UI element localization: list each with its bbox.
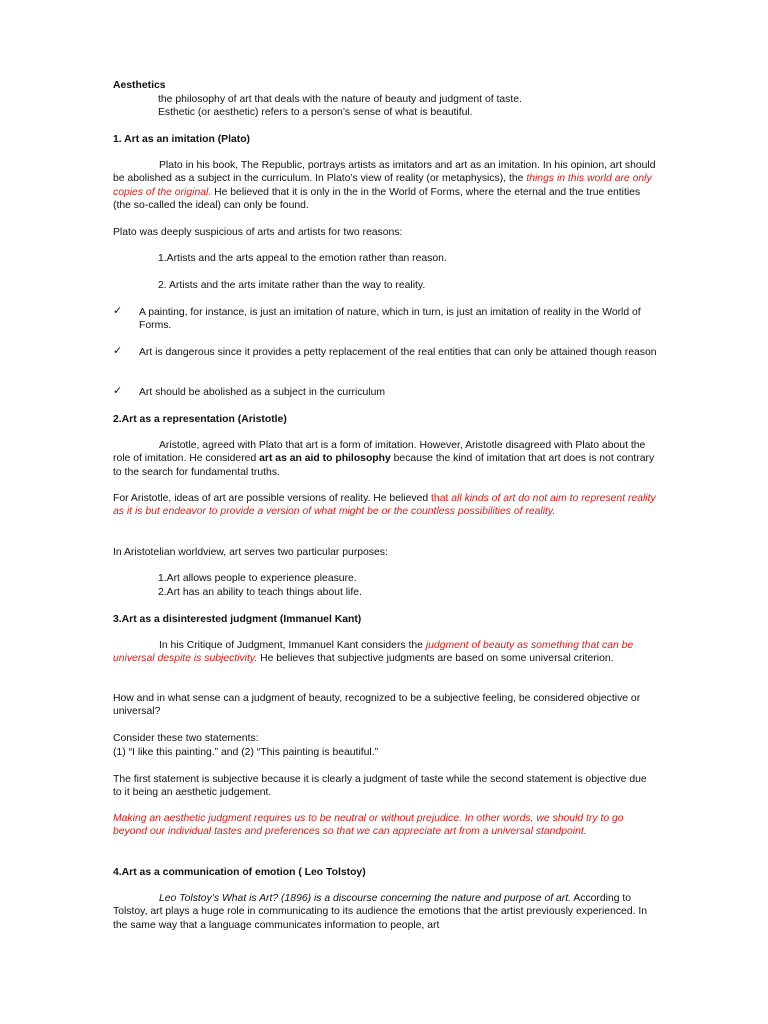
italic-phrase: Leo Tolstoy’s What is Art? (1896) is a discourse concerning the nature and purpose of art. [159,893,572,904]
section-3-statements-intro: Consider these two statements: [113,733,259,744]
bullet-3: Art should be abolished as a subject in the curriculum [139,387,386,398]
page-heading: Aesthetics [113,80,166,91]
section-3-paragraph-5: Making an aesthetic judgment requires us to be neutral or without prejudice. In other words, we should try to go beyond our individual tastes and preferences so that we can appreciate art from a universal standpoint. [113,813,624,838]
text-run: He believed that it is only in the in the World of Forms, where the eternal and the true entities (the so-called the ideal) can only be found. [113,186,641,212]
section-3-paragraph-1 [113,639,658,666]
section-4-paragraph-1 [113,892,658,932]
highlight-red: things in this world are only copies of the original. [113,173,652,198]
section-4-title: 4.Art as a communication of emotion ( Leo Tolstoy) [113,867,366,878]
text-run: According to Tolstoy, art plays a huge role in communicating to its audience the emotions that the artist previously experienced. In the same way that a language communicates information to people, art [113,893,648,931]
purpose-2: 2.Art has an ability to teach things about life. [158,587,362,598]
highlight-red: that [431,493,452,504]
intro-esthetic: Esthetic (or aesthetic) refers to a person’s sense of what is beautiful. [158,107,473,118]
text-run: In his Critique of Judgment, Immanuel Kant considers the [159,640,426,651]
text-run: Plato in his book, The Republic, portrays artists as imitators and art as an imitation. In his opinion, art should be abolished as a subject in the curriculum. In Plato’s view of reality (or metaphysics), the [113,160,656,185]
text-run: For Aristotle, ideas of art are possible versions of reality. He believed [113,493,432,504]
section-2-paragraph-2 [113,492,658,519]
section-3-statements: (1) “I like this painting.” and (2) “This painting is beautiful.” [113,747,379,758]
intro-definition: the philosophy of art that deals with the nature of beauty and judgment of taste. [158,94,522,105]
section-2-title: 2.Art as a representation (Aristotle) [113,414,287,425]
text-run: because the kind of imitation that art does is not contrary to the search for fundamental truths. [113,453,655,478]
section-1-paragraph-1 [113,159,658,213]
bold-phrase: art as an aid to philosophy [259,453,391,465]
section-1-title: 1. Art as an imitation (Plato) [113,134,251,145]
section-3-paragraph-4: The first statement is subjective because it is clearly a judgment of taste while the second statement is objective due to it being an aesthetic judgement. [113,774,647,799]
section-2-paragraph-3: In Aristotelian worldview, art serves two particular purposes: [113,547,388,558]
bullet-1: A painting, for instance, is just an imitation of nature, which in turn, is just an imitation of reality in the World of Forms. [139,307,641,332]
section-2-paragraph-1 [113,439,658,479]
section-3-paragraph-2: How and in what sense can a judgment of beauty, recognized to be a subjective feeling, be considered objective or universal? [113,693,641,718]
reason-1: 1.Artists and the arts appeal to the emotion rather than reason. [158,253,447,264]
highlight-red: judgment of beauty as something that can be universal despite is subjectivity. [113,640,634,665]
text-run: Aristotle, agreed with Plato that art is a form of imitation. However, Aristotle disagreed with Plato about the role of imitation. He considered [113,440,646,465]
checkmark-icon: ✓ [113,385,123,397]
checkmark-icon: ✓ [113,305,123,317]
highlight-red-italic: all kinds of art do not aim to represent reality as it is but endeavor to provide a version of what might be or the countless possibilities of reality. [113,493,656,518]
text-run: He believes that subjective judgments are based on some universal criterion. [257,653,614,665]
section-3-title: 3.Art as a disinterested judgment (Immanuel Kant) [113,614,362,625]
checkmark-icon: ✓ [113,345,123,357]
reason-2: 2. Artists and the arts imitate rather than the way to reality. [158,280,426,291]
bullet-2: Art is dangerous since it provides a petty replacement of the real entities that can only be attained though reason [139,347,657,358]
section-1-paragraph-2: Plato was deeply suspicious of arts and artists for two reasons: [113,227,403,238]
purpose-1: 1.Art allows people to experience pleasure. [158,573,357,584]
